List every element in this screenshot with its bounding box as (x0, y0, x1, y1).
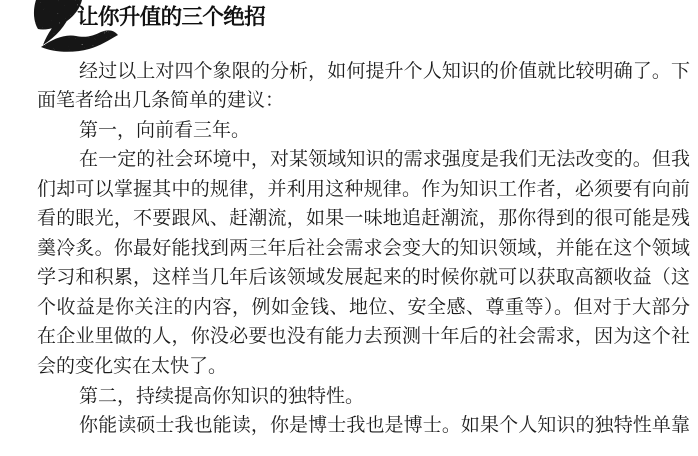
text-line: 看的眼光，不要跟风、赶潮流，如果一味地追赶潮流，那你得到的很可能是残 (37, 208, 690, 230)
body-text (37, 57, 690, 441)
section-title: 让你升值的三个绝招 (77, 5, 266, 29)
text-line: 学习和积累，这样当几年后该领域发展起来的时候你就可以获取高额收益（这 (37, 267, 690, 289)
text-line: 们却可以掌握其中的规律，并利用这种规律。作为知识工作者，必须要有向前 (37, 178, 690, 200)
text-line: 你能读硕士我也能读，你是博士我也是博士。如果个人知识的独特性单靠 (79, 415, 690, 437)
text-line: 会的变化实在太快了。 (37, 355, 228, 377)
text-line: 第二，持续提高你知识的独特性。 (79, 385, 365, 407)
text-line: 经过以上对四个象限的分析，如何提升个人知识的价值就比较明确了。下 (79, 60, 690, 82)
text-line: 在企业里做的人，你没必要也没有能力去预测十年后的社会需求，因为这个社 (37, 326, 690, 348)
chapter-header (0, 0, 698, 58)
text-line: 个收益是你关注的内容，例如金钱、地位、安全感、尊重等）。但对于大部分 (37, 296, 690, 318)
text-line: 羹冷炙。你最好能找到两三年后社会需求会变大的知识领域，并能在这个领域 (37, 237, 690, 259)
text-line: 第一，向前看三年。 (79, 119, 251, 141)
text-line: 在一定的社会环境中，对某领域知识的需求强度是我们无法改变的。但我 (79, 149, 690, 171)
text-line: 面笔者给出几条简单的建议： (37, 90, 285, 112)
